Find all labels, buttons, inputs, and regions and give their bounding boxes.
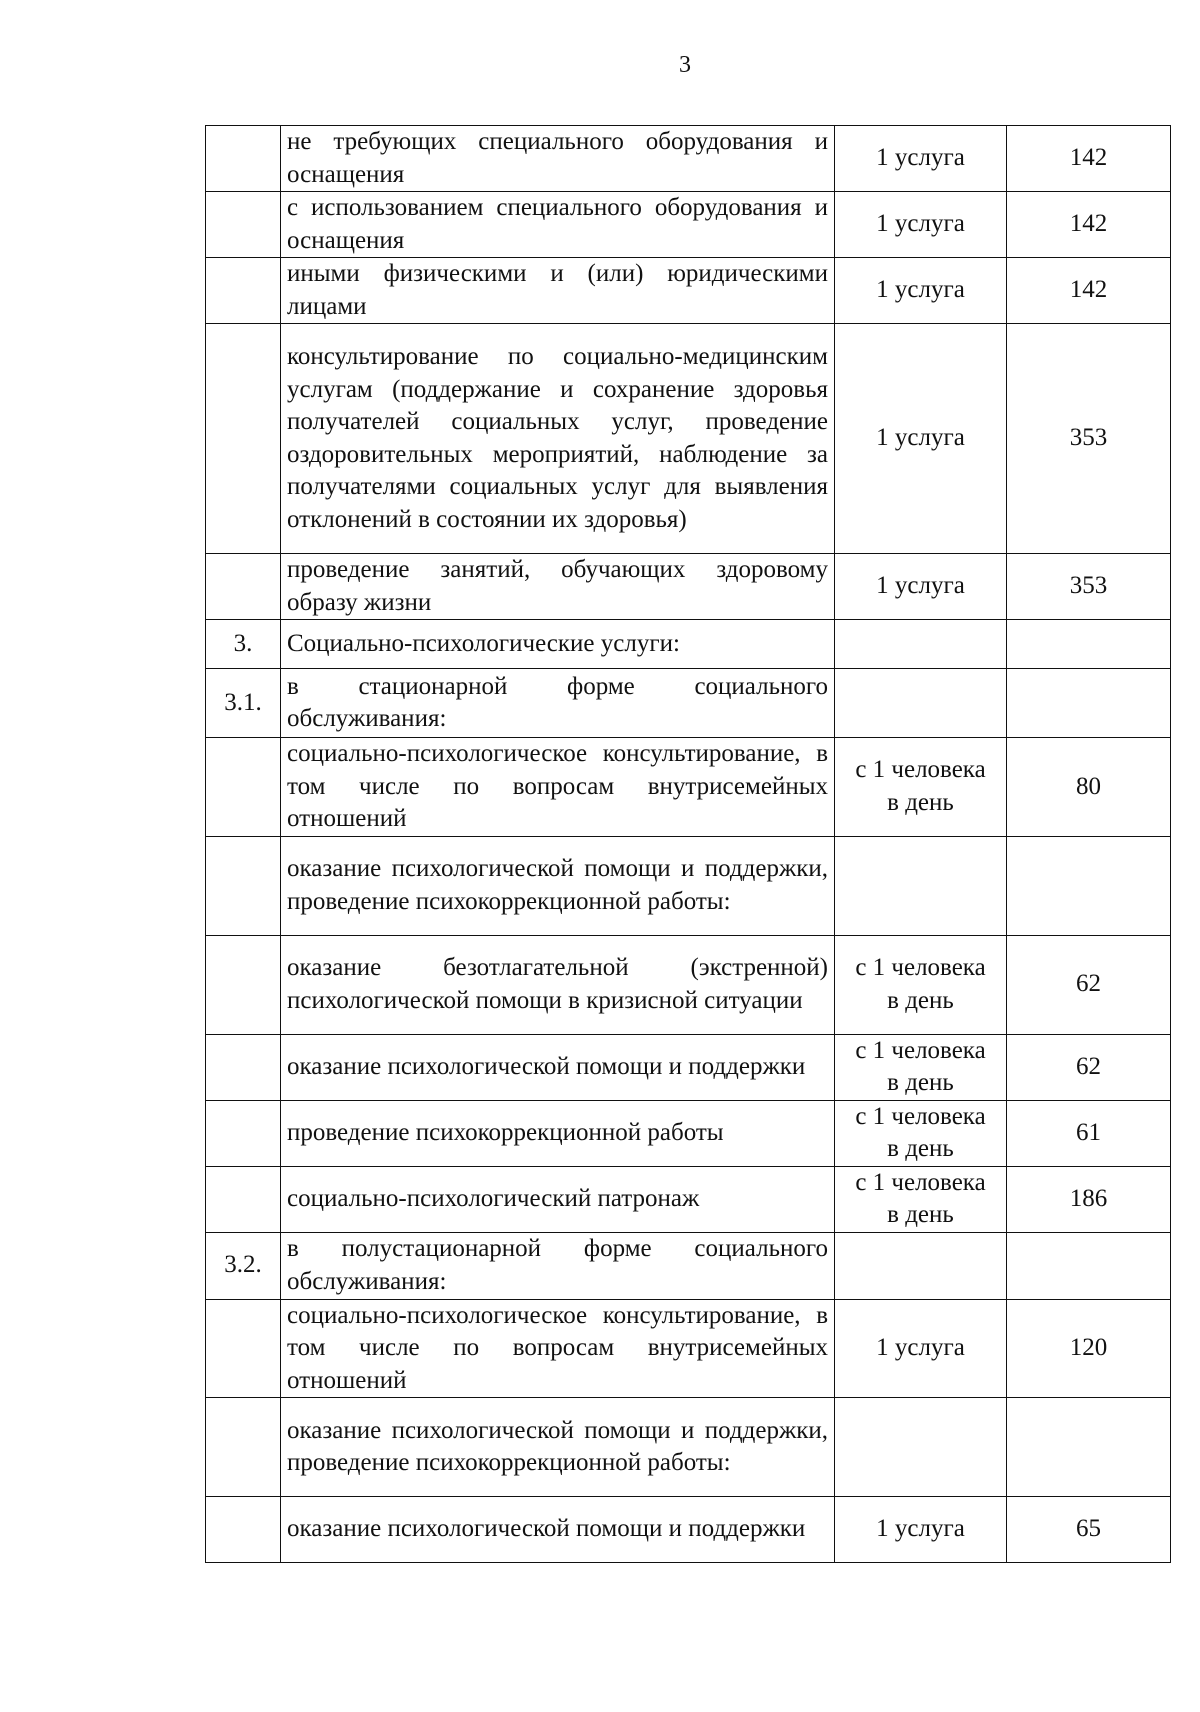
service-description: оказание психологической помощи и поддержки <box>281 1034 835 1100</box>
service-description: Социально-психологические услуги: <box>281 620 835 669</box>
tariff-value <box>1007 1232 1171 1299</box>
service-description: социально-психологическое консультирование, в том числе по вопросам внутрисемейных отношений <box>281 738 835 837</box>
row-number <box>206 554 281 620</box>
service-description: проведение занятий, обучающих здоровому образу жизни <box>281 554 835 620</box>
table-row <box>206 836 1171 935</box>
table-row <box>206 324 1171 554</box>
service-description: оказание психологической помощи и поддержки, проведение психокоррекционной работы: <box>281 1398 835 1497</box>
table-row <box>206 1100 1171 1166</box>
unit-of-measure: 1 услуга <box>876 276 965 304</box>
unit-of-measure: 1 услуга <box>876 424 965 452</box>
row-number <box>206 1166 281 1232</box>
tariff-value: 186 <box>1007 1166 1171 1232</box>
row-number <box>206 738 281 837</box>
service-description: иными физическими и (или) юридическими лицами <box>281 258 835 324</box>
table-row <box>206 554 1171 620</box>
service-description: проведение психокоррекционной работы <box>281 1100 835 1166</box>
unit-of-measure: с 1 человека в день <box>855 1102 986 1162</box>
table-row <box>206 669 1171 738</box>
service-description: оказание безотлагательной (экстренной) психологической помощи в кризисной ситуации <box>281 935 835 1034</box>
tariff-value: 65 <box>1007 1497 1171 1563</box>
service-description: в стационарной форме социального обслуживания: <box>281 669 835 738</box>
table-row <box>206 1232 1171 1299</box>
tariff-value: 353 <box>1007 324 1171 554</box>
page-number: 3 <box>679 52 691 78</box>
unit-of-measure: с 1 человека в день <box>855 1036 986 1096</box>
tariff-value <box>1007 620 1171 669</box>
row-number: 3.2. <box>206 1232 281 1299</box>
service-description: оказание психологической помощи и поддержки, проведение психокоррекционной работы: <box>281 836 835 935</box>
service-description: социально-психологическое консультирование, в том числе по вопросам внутрисемейных отношений <box>281 1299 835 1398</box>
row-number <box>206 836 281 935</box>
tariff-value <box>1007 1398 1171 1497</box>
tariff-table-body <box>206 126 1171 1563</box>
table-row <box>206 1299 1171 1398</box>
unit-of-measure: 1 услуга <box>876 1515 965 1543</box>
tariff-value: 62 <box>1007 935 1171 1034</box>
service-description: не требующих специального оборудования и оснащения <box>281 126 835 192</box>
table-row <box>206 126 1171 192</box>
tariff-value: 120 <box>1007 1299 1171 1398</box>
row-number <box>206 192 281 258</box>
service-description: оказание психологической помощи и поддержки <box>281 1497 835 1563</box>
tariff-value: 142 <box>1007 258 1171 324</box>
unit-of-measure: 1 услуга <box>876 210 965 238</box>
row-number <box>206 1034 281 1100</box>
service-description: социально-психологический патронаж <box>281 1166 835 1232</box>
unit-of-measure: с 1 человека в день <box>855 1168 986 1228</box>
table-row <box>206 620 1171 669</box>
tariff-value: 142 <box>1007 192 1171 258</box>
table-row <box>206 1034 1171 1100</box>
service-description: консультирование по социально-медицинским услугам (поддержание и сохранение здоровья получателей социальных услуг, проведение оздоровительных мероприятий, наблюдение за получателями социальных услуг для выявления отклонений в состоянии их здоровья) <box>281 324 835 554</box>
unit-of-measure: 1 услуга <box>876 572 965 600</box>
unit-of-measure: с 1 человека в день <box>855 756 986 816</box>
unit-of-measure: 1 услуга <box>876 144 965 172</box>
row-number <box>206 258 281 324</box>
row-number: 3.1. <box>206 669 281 738</box>
tariff-table <box>205 125 1171 1563</box>
table-row <box>206 1166 1171 1232</box>
row-number <box>206 126 281 192</box>
tariff-value <box>1007 836 1171 935</box>
table-row <box>206 192 1171 258</box>
row-number <box>206 1299 281 1398</box>
tariff-value: 61 <box>1007 1100 1171 1166</box>
row-number: 3. <box>206 620 281 669</box>
tariff-value: 353 <box>1007 554 1171 620</box>
row-number <box>206 1100 281 1166</box>
row-number <box>206 935 281 1034</box>
table-row <box>206 738 1171 837</box>
tariff-value: 142 <box>1007 126 1171 192</box>
tariff-value: 62 <box>1007 1034 1171 1100</box>
row-number <box>206 1398 281 1497</box>
table-row <box>206 1497 1171 1563</box>
tariff-value <box>1007 669 1171 738</box>
row-number <box>206 1497 281 1563</box>
unit-of-measure: с 1 человека в день <box>855 954 986 1014</box>
tariff-value: 80 <box>1007 738 1171 837</box>
service-description: в полустационарной форме социального обслуживания: <box>281 1232 835 1299</box>
service-description: с использованием специального оборудования и оснащения <box>281 192 835 258</box>
unit-of-measure: 1 услуга <box>876 1334 965 1361</box>
table-row <box>206 935 1171 1034</box>
table-row <box>206 258 1171 324</box>
row-number <box>206 324 281 554</box>
table-row <box>206 1398 1171 1497</box>
